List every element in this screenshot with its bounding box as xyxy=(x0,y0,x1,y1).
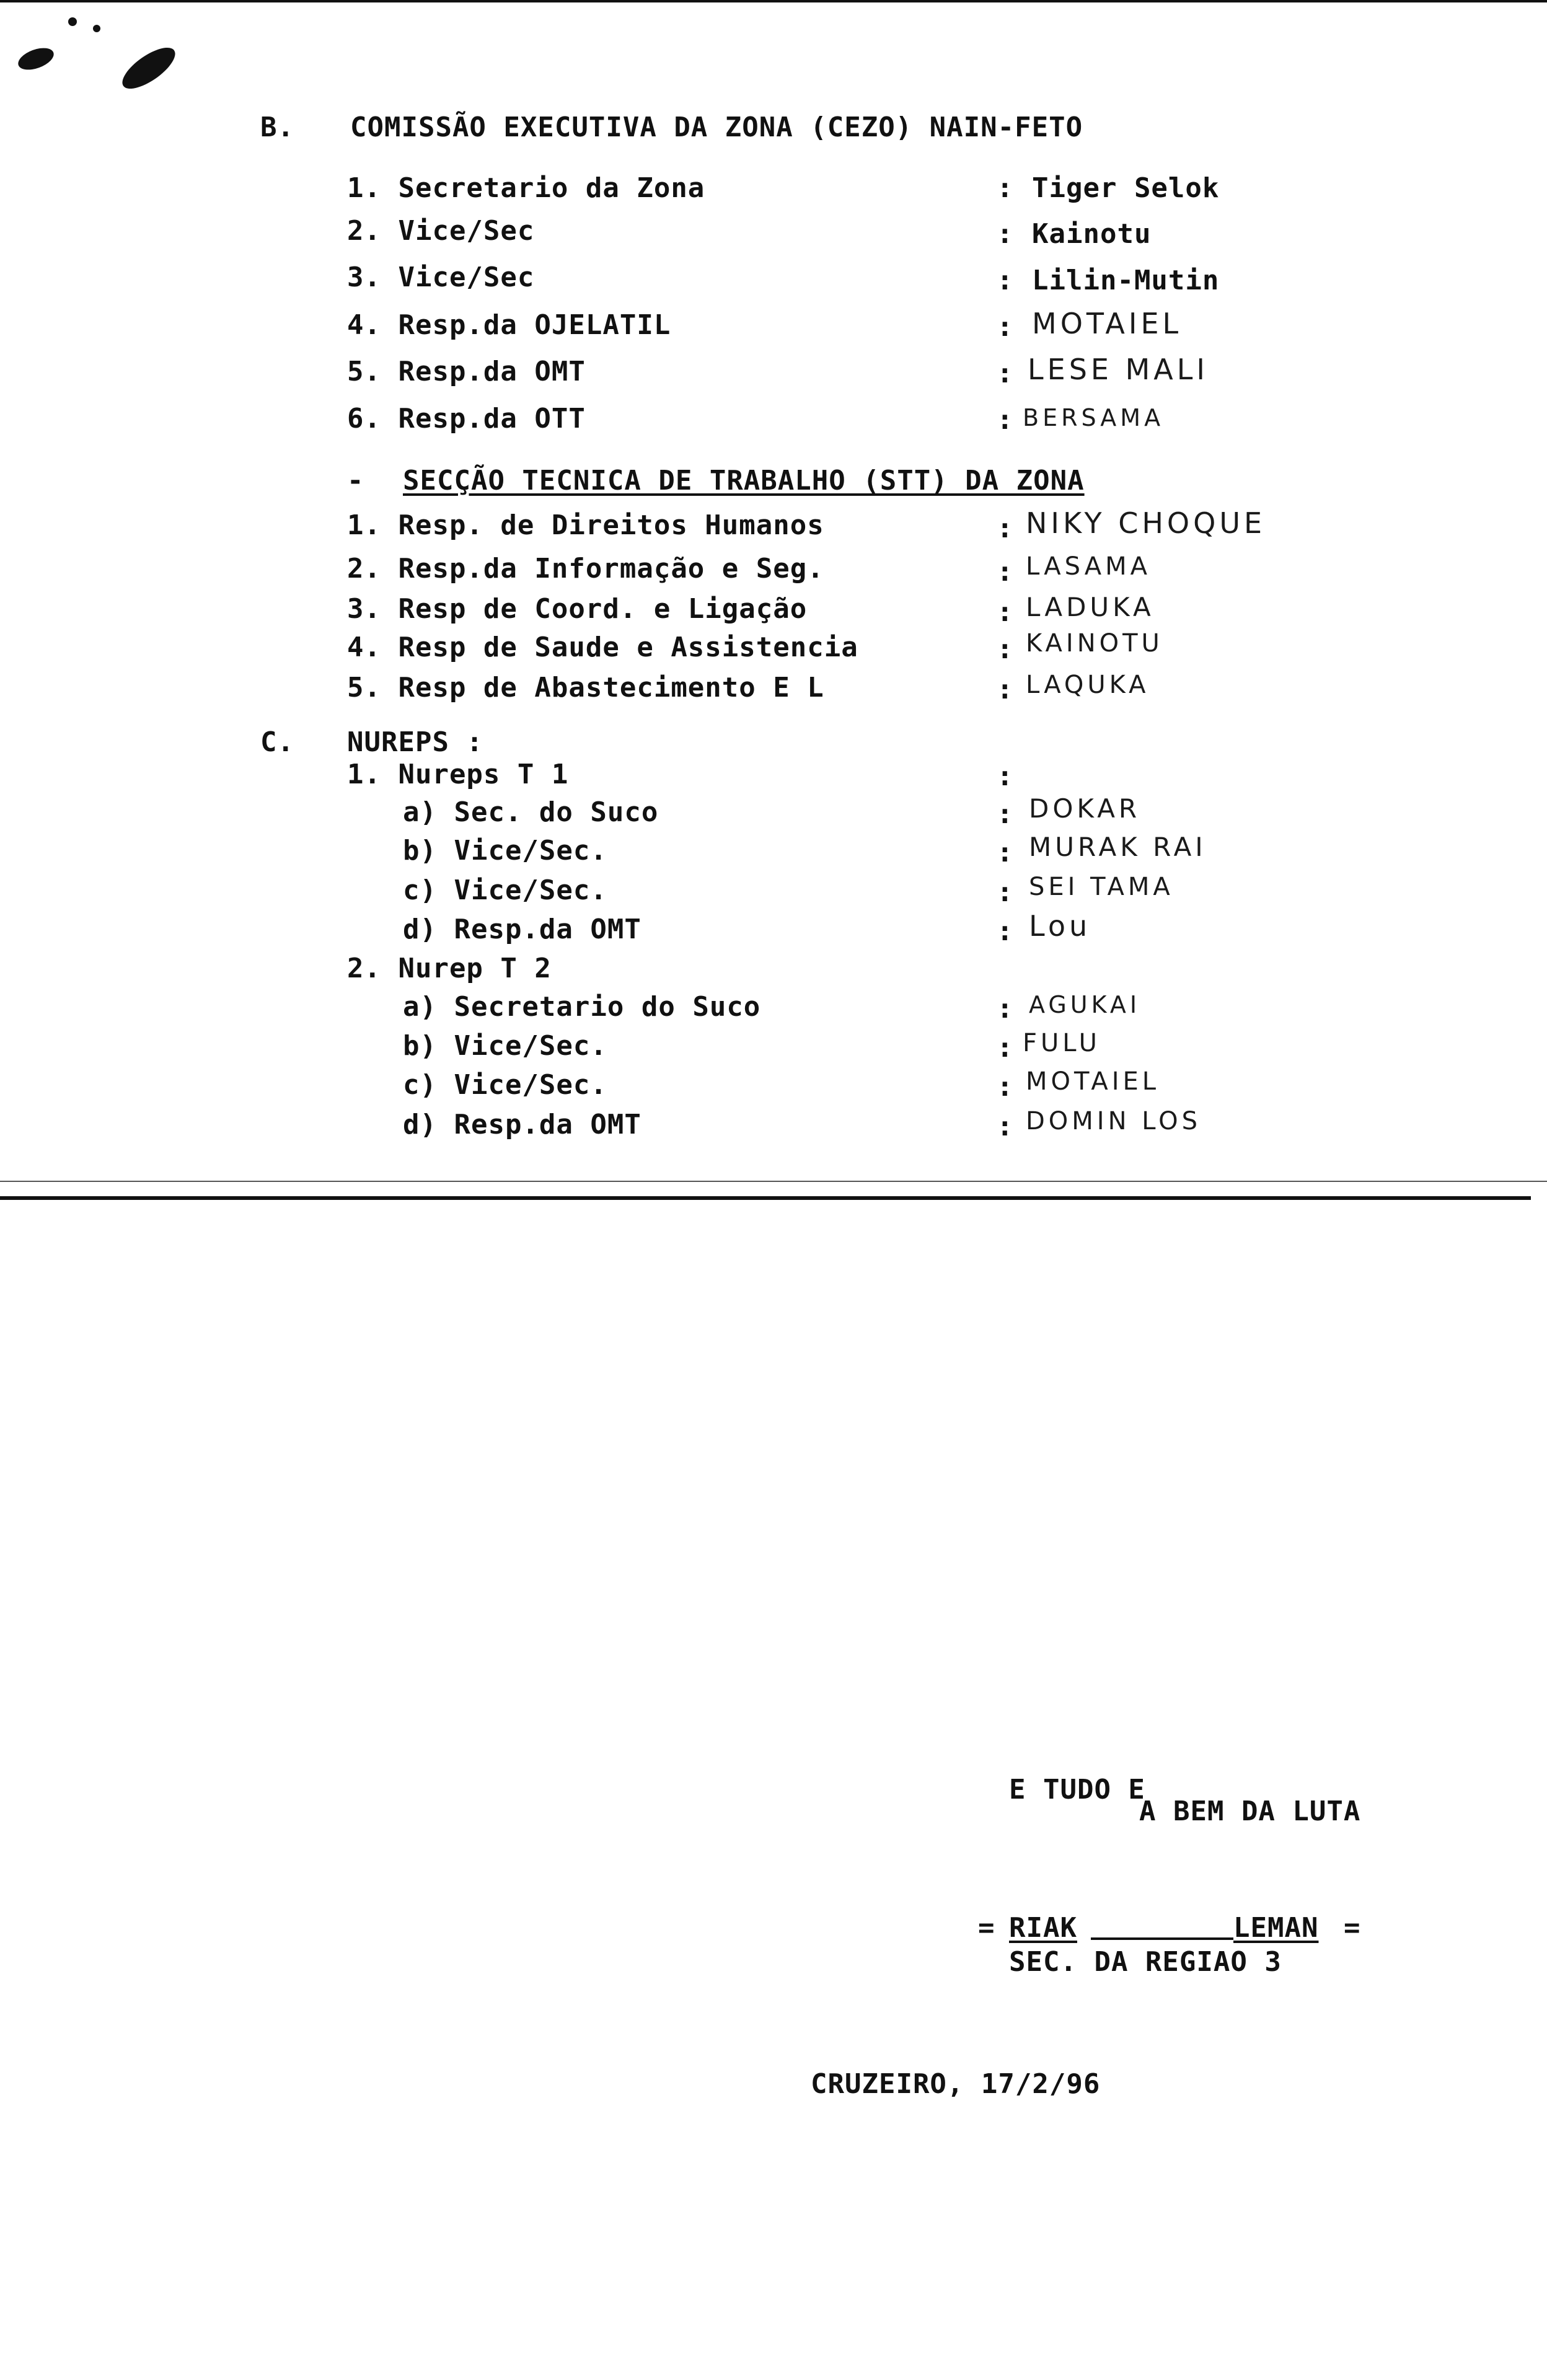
section-b-item-label: 2. Vice/Sec xyxy=(347,215,535,247)
section-b-item-value: BERSAMA xyxy=(1023,404,1165,431)
colon: : xyxy=(997,915,1013,947)
signature-last-name: LEMAN xyxy=(1233,1912,1319,1944)
section-b-item-value: LESE MALI xyxy=(1028,353,1209,386)
colon: : xyxy=(997,265,1013,296)
stt-item-label: 4. Resp de Saude e Assistencia xyxy=(347,632,858,663)
nurep2-item-value: DOMIN LOS xyxy=(1026,1107,1201,1135)
nurep1-item-value: SEI TAMA xyxy=(1029,873,1174,901)
nurep2-item-label: b) Vice/Sec. xyxy=(403,1030,607,1062)
nurep2-item-value: MOTAIEL xyxy=(1026,1067,1160,1096)
nurep1-item-label: b) Vice/Sec. xyxy=(403,835,607,866)
section-c-title: NUREPS : xyxy=(347,726,483,758)
section-b-item-label: 1. Secretario da Zona xyxy=(347,172,705,204)
stt-item-value: NIKY CHOQUE xyxy=(1026,506,1266,540)
nurep1-item-value: Lou xyxy=(1029,909,1091,943)
stt-title: SECÇÃO TECNICA DE TRABALHO (STT) DA ZONA xyxy=(403,465,1085,496)
section-b-item-label: 6. Resp.da OTT xyxy=(347,403,586,434)
colon: : xyxy=(997,633,1013,665)
stt-dash: - xyxy=(347,465,364,496)
divider-line xyxy=(0,1196,1531,1200)
colon: : xyxy=(997,172,1013,204)
signature-prefix: = xyxy=(978,1912,995,1944)
colon: : xyxy=(997,993,1013,1025)
signature-underline xyxy=(1091,1937,1233,1940)
closing-motto-line-2: A BEM DA LUTA xyxy=(1139,1796,1361,1827)
top-edge-line xyxy=(0,0,1547,2)
section-b-item-value: Tiger Selok xyxy=(1032,172,1220,204)
nurep1-item-label: d) Resp.da OMT xyxy=(403,914,641,945)
divider-line-thin xyxy=(0,1181,1547,1182)
colon: : xyxy=(997,218,1013,250)
nurep1-item-value: MURAK RAI xyxy=(1029,832,1207,862)
colon: : xyxy=(997,556,1013,588)
closing-motto-line-1: E TUDO E xyxy=(1009,1774,1145,1805)
colon: : xyxy=(997,1111,1013,1142)
signature-first-name: RIAK xyxy=(1009,1912,1077,1944)
nurep1-item-label: c) Vice/Sec. xyxy=(403,875,607,906)
section-b-item-value: MOTAIEL xyxy=(1032,307,1183,340)
nurep2-item-value: AGUKAI xyxy=(1029,991,1141,1018)
stt-item-value: LAQUKA xyxy=(1026,671,1150,699)
place-and-date: CRUZEIRO, 17/2/96 xyxy=(811,2068,1101,2100)
nurep1-item-label: a) Sec. do Suco xyxy=(403,796,659,828)
nurep1-item-value: DOKAR xyxy=(1029,793,1141,824)
nurep2-item-value: FULU xyxy=(1023,1029,1101,1057)
ink-blot xyxy=(117,40,182,96)
colon: : xyxy=(997,513,1013,544)
colon: : xyxy=(997,311,1013,343)
section-b-letter: B. xyxy=(260,112,294,143)
signature-suffix: = xyxy=(1344,1912,1361,1944)
stt-item-label: 2. Resp.da Informação e Seg. xyxy=(347,553,824,584)
colon: : xyxy=(997,876,1013,908)
section-b-item-label: 3. Vice/Sec xyxy=(347,262,535,293)
section-b-title: COMISSÃO EXECUTIVA DA ZONA (CEZO) NAIN-FETO xyxy=(350,112,1083,143)
colon: : xyxy=(997,596,1013,628)
nurep2-item-label: c) Vice/Sec. xyxy=(403,1069,607,1101)
colon: : xyxy=(997,1032,1013,1064)
nurep1-label: 1. Nureps T 1 xyxy=(347,759,569,790)
section-b-item-value: Kainotu xyxy=(1032,218,1152,250)
stt-item-value: KAINOTU xyxy=(1026,629,1163,658)
colon: : xyxy=(997,760,1013,792)
colon: : xyxy=(997,1071,1013,1103)
colon: : xyxy=(997,674,1013,705)
ink-blot xyxy=(93,25,100,32)
ink-blot xyxy=(68,17,77,26)
colon: : xyxy=(997,358,1013,389)
stt-item-value: LASAMA xyxy=(1026,552,1151,581)
nurep2-item-label: d) Resp.da OMT xyxy=(403,1109,641,1140)
stt-item-label: 3. Resp de Coord. e Ligação xyxy=(347,593,808,625)
section-b-item-value: Lilin-Mutin xyxy=(1032,265,1220,296)
nurep2-item-label: a) Secretario do Suco xyxy=(403,991,761,1023)
section-b-item-label: 4. Resp.da OJELATIL xyxy=(347,309,671,341)
colon: : xyxy=(997,837,1013,868)
ink-blot xyxy=(15,44,57,74)
stt-item-label: 1. Resp. de Direitos Humanos xyxy=(347,509,824,541)
stt-item-label: 5. Resp de Abastecimento E L xyxy=(347,672,824,703)
section-c-letter: C. xyxy=(260,726,294,758)
colon: : xyxy=(997,798,1013,830)
signer-position: SEC. DA REGIAO 3 xyxy=(1009,1946,1282,1978)
stt-item-value: LADUKA xyxy=(1026,592,1155,622)
nurep2-label: 2. Nurep T 2 xyxy=(347,953,552,984)
colon: : xyxy=(997,404,1013,436)
section-b-item-label: 5. Resp.da OMT xyxy=(347,356,586,387)
